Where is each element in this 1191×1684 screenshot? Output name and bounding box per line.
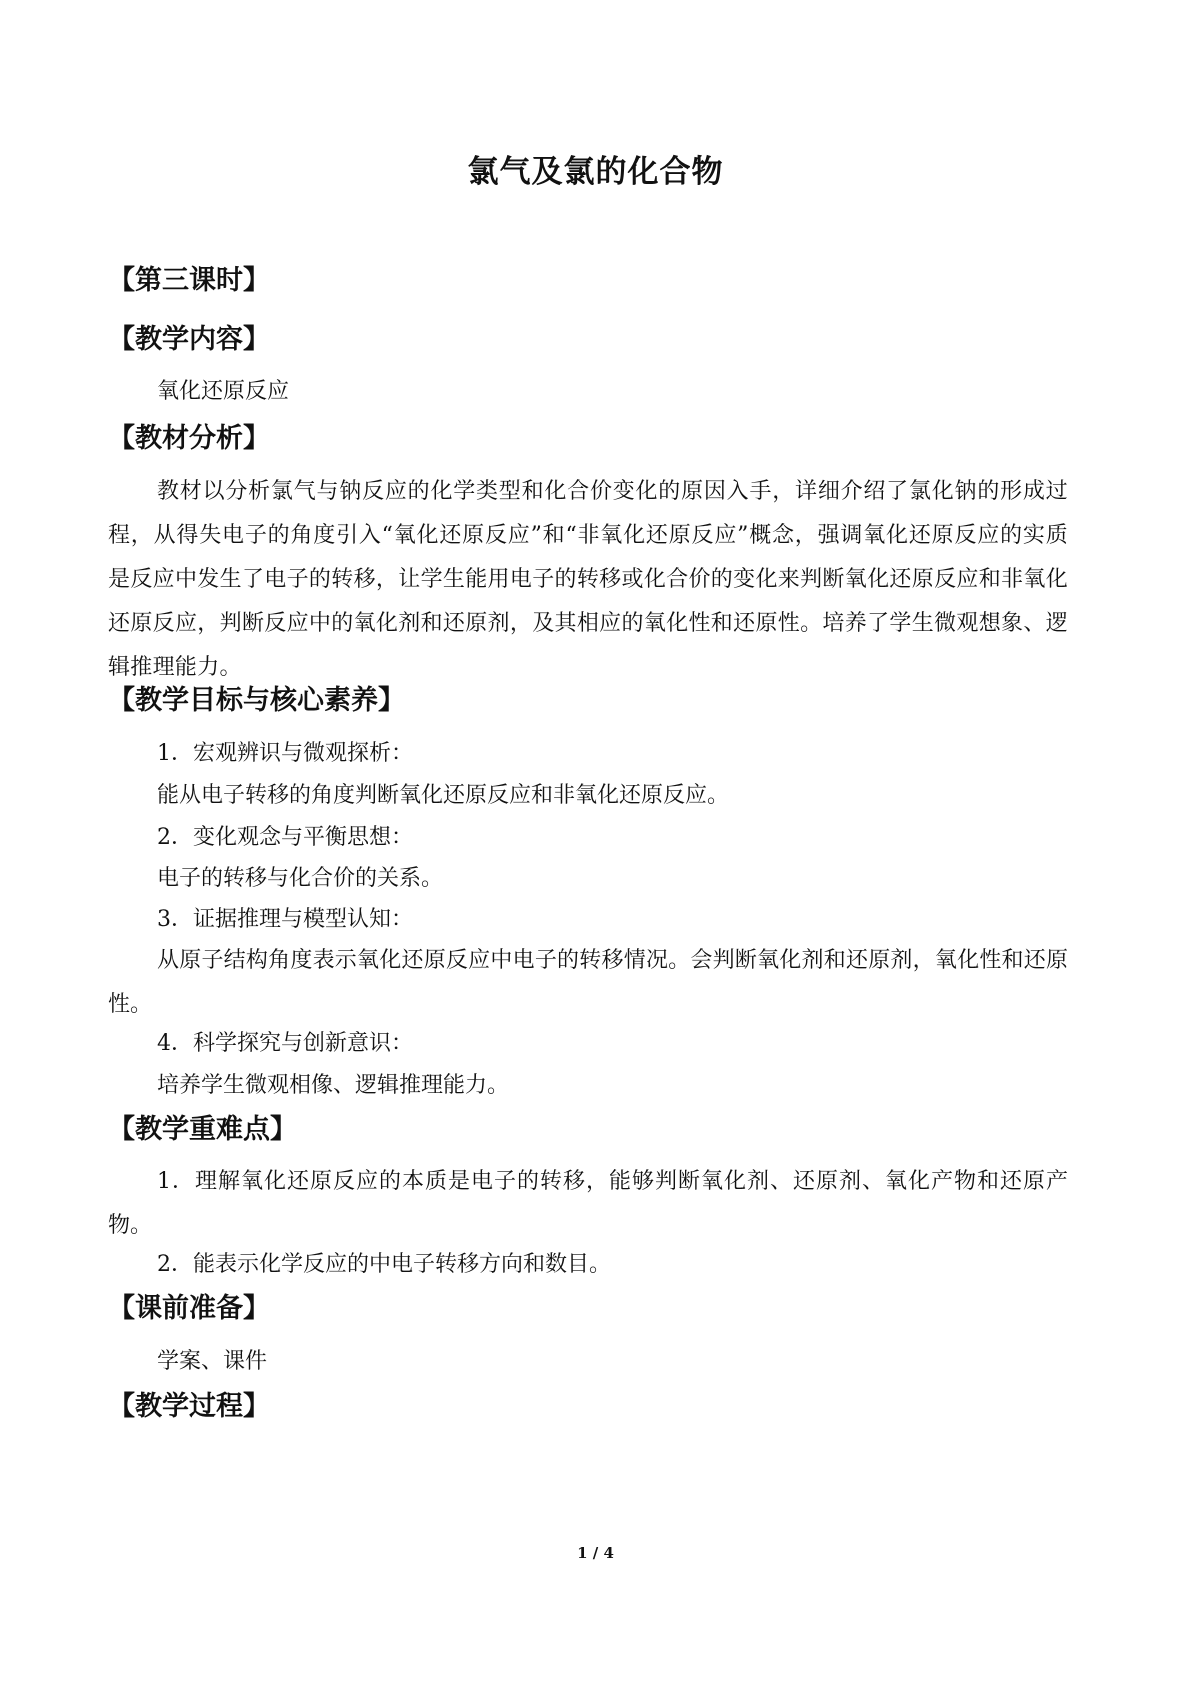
goal-item-4-text: 培养学生微观相像、逻辑推理能力。	[157, 1073, 510, 1098]
content-text: 氧化还原反应	[157, 379, 290, 404]
heading-key-points: 【教学重难点】	[108, 1114, 297, 1145]
heading-goals: 【教学目标与核心素养】	[108, 685, 405, 716]
page-number: 1 / 4	[577, 1544, 614, 1562]
heading-analysis: 【教材分析】	[108, 423, 270, 454]
heading-process: 【教学过程】	[108, 1391, 270, 1422]
heading-lesson: 【第三课时】	[108, 265, 270, 296]
key-point-2: 2．能表示化学反应的中电子转移方向和数目。	[157, 1252, 611, 1277]
goal-item-2-text: 电子的转移与化合价的关系。	[157, 866, 444, 891]
key-point-1: 1．理解氧化还原反应的本质是电子的转移，能够判断氧化剂、还原剂、氧化产物和还原产物。	[108, 1169, 1068, 1238]
goal-item-3-text: 从原子结构角度表示氧化还原反应中电子的转移情况。会判断氧化剂和还原剂，氧化性和还原性。	[108, 948, 1068, 1017]
preparation-text: 学案、课件	[157, 1349, 268, 1374]
heading-content: 【教学内容】	[108, 324, 270, 355]
goal-item-2-title: 2．变化观念与平衡思想：	[157, 825, 413, 850]
analysis-paragraph: 教材以分析氯气与钠反应的化学类型和化合价变化的原因入手，详细介绍了氯化钠的形成过程，从得失电子的角度引入“氧化还原反应”和“非氧化还原反应”概念，强调氧化还原反应的实质是反应中发生了电子的转移，让学生能用电子的转移或化合价的变化来判断氧化还原反应和非氧化还原反应，判断反应中的氧化剂和还原剂，及其相应的氧化性和还原性。培养了学生微观想象、逻辑推理能力。	[108, 479, 1068, 680]
heading-preparation: 【课前准备】	[108, 1293, 270, 1324]
goal-item-4-title: 4．科学探究与创新意识：	[157, 1031, 413, 1056]
document-title: 氯气及氯的化合物	[467, 154, 724, 190]
goal-item-1-text: 能从电子转移的角度判断氧化还原反应和非氧化还原反应。	[157, 783, 730, 808]
goal-item-1-title: 1．宏观辨识与微观探析：	[157, 741, 413, 766]
goal-item-3-title: 3．证据推理与模型认知：	[157, 907, 413, 932]
